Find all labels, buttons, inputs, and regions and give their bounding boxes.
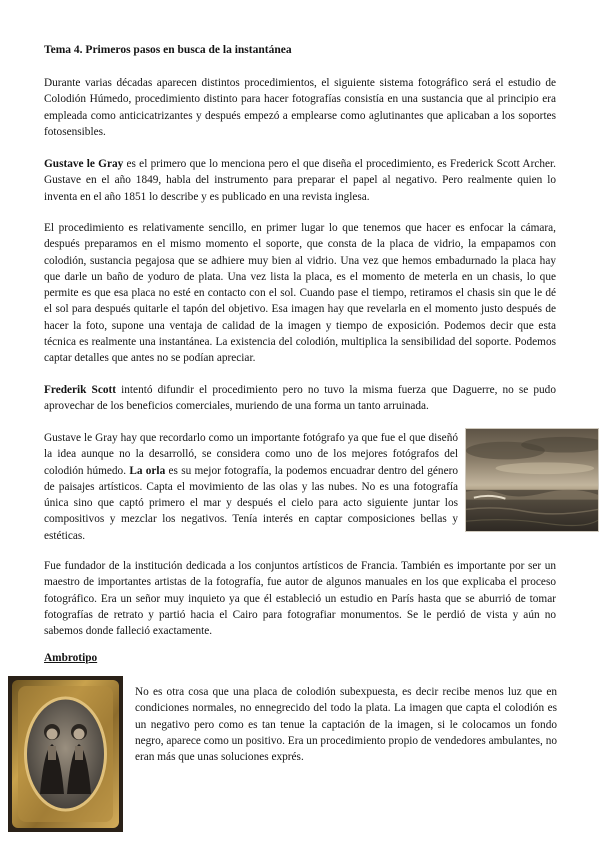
page-title: Tema 4. Primeros pasos en busca de la instantánea bbox=[44, 44, 292, 56]
section-heading-ambrotipo: Ambrotipo bbox=[44, 652, 98, 664]
name-gustave-le-gray: Gustave le Gray bbox=[44, 158, 124, 170]
paragraph-la-orla bbox=[44, 430, 458, 544]
paragraph-intro: Durante varias décadas aparecen distintos procedimientos, el siguiente sistema fotográfico será el estudio de Colodión Húmedo, procedimiento distinto para hacer fotografías consistía en una sustancia que al principio era empleada como anticicatrizantes y después empezó a emplearse como aglutinantes que aplicaban a los soportes fotosensibles. bbox=[44, 77, 556, 138]
paragraph-la-orla-text-a: Gustave le Gray hay que recordarlo como un importante fotógrafo ya que fue el que diseñó la idea aunque no la desarrolló, se considera como uno de los mejores fotógrafos del colodión húmedo. bbox=[44, 432, 458, 477]
paragraph-gustave bbox=[44, 156, 556, 205]
paragraph-la-orla-text-b: es su mejor fotografía, la podemos encuadrar dentro del género de paisajes artísticos. Capta el movimiento de las olas y las nubes. No es una fotografía única sino que captó primero el mar y después el cielo para acto siguiente juntar los compositivos y mezclar los negativos. Tenía interés en captar composiciones bellas y estéticas. bbox=[44, 464, 459, 542]
paragraph-frederik bbox=[44, 382, 556, 415]
la-orla-bold: La orla bbox=[129, 464, 166, 477]
paragraph-gustave-text: es el primero que lo menciona pero el que diseña el procedimiento, es Frederick Scott Archer. Gustave en el año 1849, habla del instrumento para preparar el papel al negativo. Pero realmente quien lo inventa en el año 1851 lo describe y es publicado en una revista inglesa. bbox=[44, 158, 556, 203]
paragraph-fundador: Fue fundador de la institución dedicada a los conjuntos artísticos de Francia. También es importante por ser un maestro de importantes artistas de la fotografía, fue autor de algunos manuales en los que explicaba el proceso fotográfico. Era un señor muy inquieto ya que él estableció un estudio en París hasta que se aburrió de tomar fotografías de retrato y partió hacia el Cairo para fotografiar monumentos. Se le perdió de vista y aún no sabemos donde falleció exactamente. bbox=[44, 560, 556, 638]
ambrotype-photo bbox=[8, 676, 123, 832]
paragraph-ambrotipo: No es otra cosa que una placa de colodión subexpuesta, es decir recibe menos luz que en condiciones normales, no ennegrecido del todo la plata. La imagen que capta el colodión es un negativo pero como es tan tenue la captación de la imagen, si le colocamos un fondo negro, aparece como un positivo. Era un procedimiento propio de vendedores ambulantes, no eran más que unas soluciones exprés. bbox=[135, 686, 557, 764]
paragraph-frederik-text: intentó difundir el procedimiento pero no tuvo la misma fuerza que Daguerre, no se pudo aprovechar de los beneficios comerciales, muriendo de una forma un tanto arruinada. bbox=[44, 384, 556, 413]
name-frederik-scott: Frederik Scott bbox=[44, 384, 117, 396]
seascape-photo bbox=[465, 428, 599, 532]
paragraph-procedure: El procedimiento es relativamente sencillo, en primer lugar lo que tenemos que hacer es enfocar la cámara, después preparamos en el mismo momento el soporte, que consta de la placa de vidrio, la empapamos con colodión, sustancia pegajosa que se adhiere muy bien al vidrio. Una vez que hemos embadurnado la placa hay que darle un baño de yoduro de plata. Una vez lista la placa, es el momento de meterla en un chasis, lo que permite es que esa placa no esté en contacto con el sol. Cuando pase el tiempo, retiramos el chasis sin que le dé el sol para después quitarle el tapón del objetivo. Esa imagen hay que revelarla en el momento justo después de hacer la foto, supone una ventaja de calidad de la imagen y tiempo de exposición. Podemos decir que esta técnica es realmente una instantánea. La existencia del colodión, multiplica la sensibilidad del soporte. Podemos captar detalles que antes no se podían apreciar. bbox=[44, 222, 556, 365]
